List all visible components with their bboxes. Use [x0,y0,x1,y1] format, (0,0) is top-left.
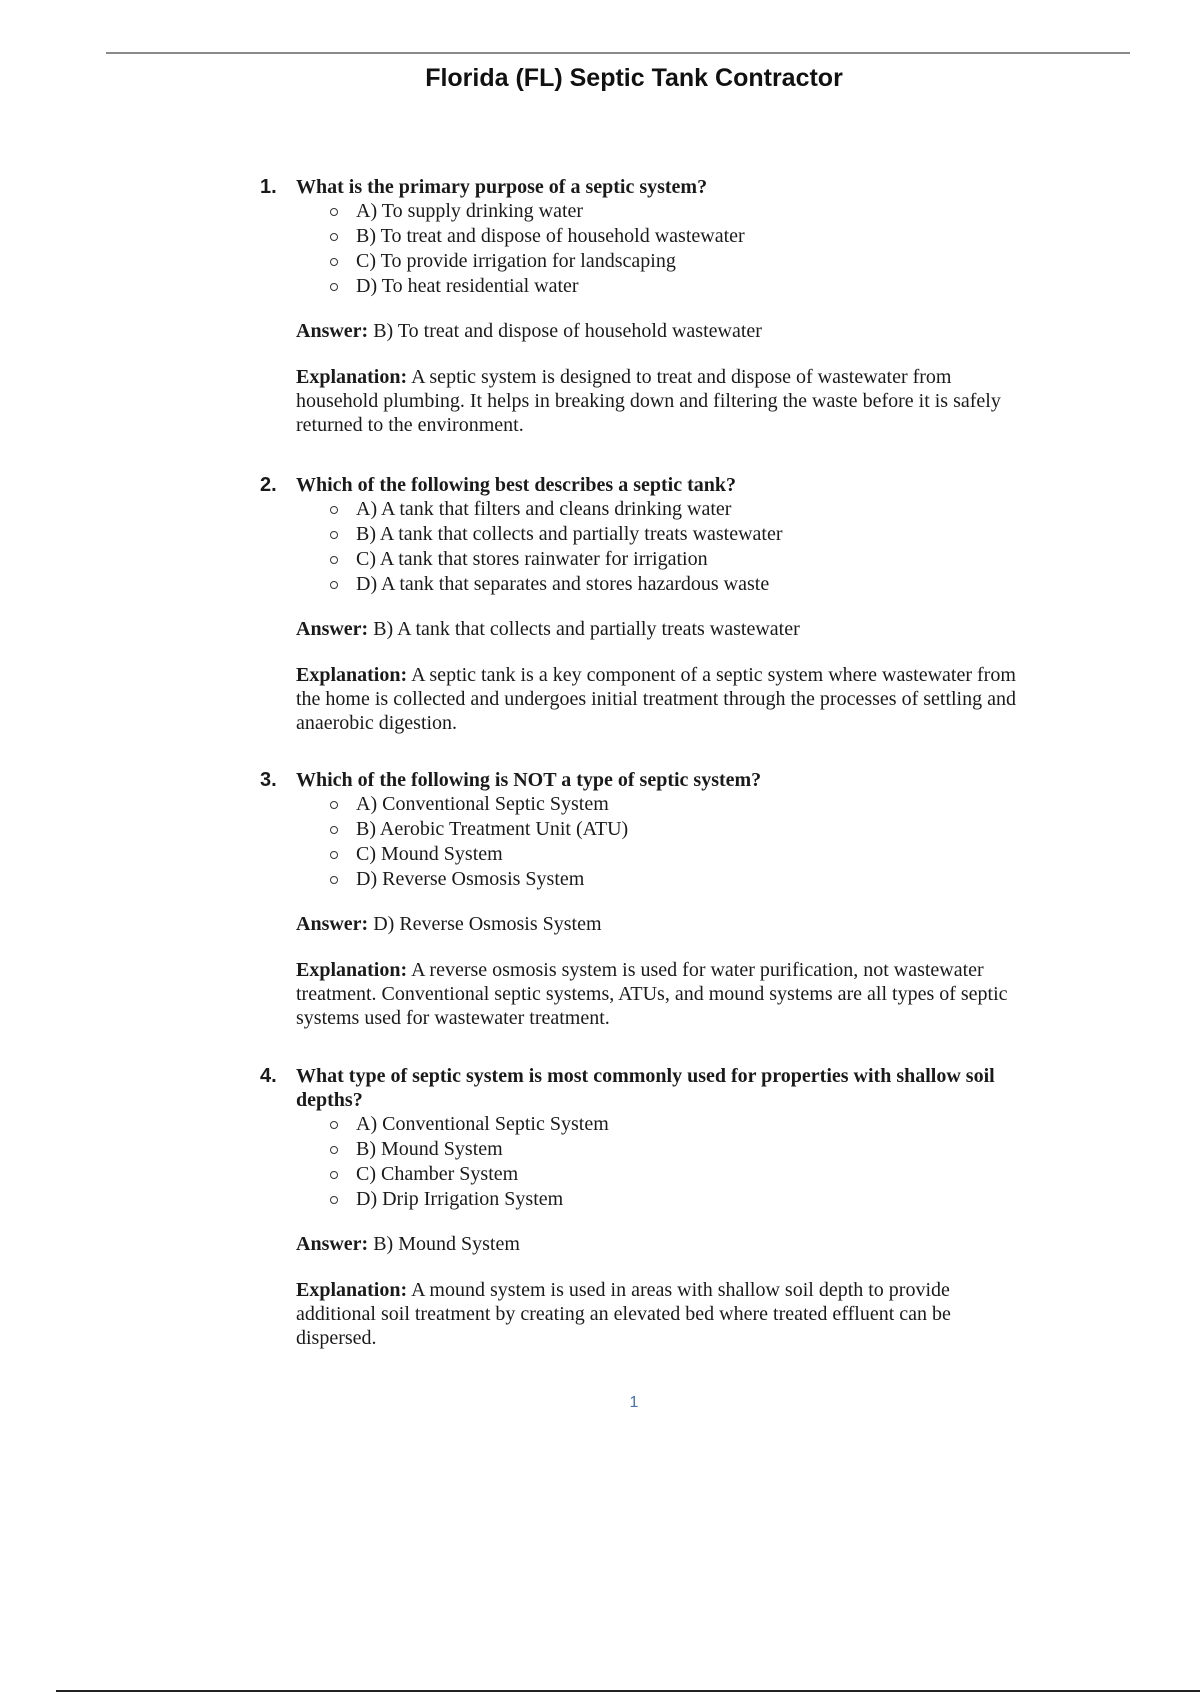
option-b [328,224,1040,249]
option-text: B) Aerobic Treatment Unit (ATU) [356,818,629,840]
option-c [328,249,1040,274]
answer [296,319,1040,343]
bullet-icon [330,801,338,809]
page-number: 1 [629,1394,639,1411]
option-text: D) Reverse Osmosis System [356,868,585,890]
bullet-icon [330,1196,338,1204]
option-list [260,199,1040,299]
option-text: D) A tank that separates and stores hazardous waste [356,573,770,595]
question-heading [260,768,1040,792]
answer-text: D) Reverse Osmosis System [373,913,602,935]
bullet-icon [330,851,338,859]
option-list [260,792,1040,892]
footer-rule [56,1690,1200,1692]
option-text: C) Mound System [356,843,503,865]
explanation-label: Explanation: [296,366,408,388]
option-c [328,1162,1040,1187]
answer [296,912,1040,936]
option-list [260,497,1040,597]
bullet-icon [330,531,338,539]
answer-label: Answer: [296,913,369,935]
question-number: 3. [260,769,277,791]
bullet-icon [330,556,338,564]
explanation-text: A septic system is designed to treat and dispose of wastewater from household plumbing. It helps in breaking down and filtering the waste before it is safely returned to the environment. [296,366,1001,436]
question-text: What type of septic system is most commonly used for properties with shallow soil depths? [296,1065,995,1111]
question-2 [260,473,1040,735]
bullet-icon [330,208,338,216]
option-text: B) To treat and dispose of household wastewater [356,225,745,247]
explanation [296,958,1016,1030]
explanation-text: A septic tank is a key component of a septic system where wastewater from the home is collected and undergoes initial treatment through the processes of settling and anaerobic digestion. [296,664,1016,734]
answer-label: Answer: [296,618,369,640]
option-b [328,817,1040,842]
option-text: A) Conventional Septic System [356,1113,609,1135]
option-text: C) To provide irrigation for landscaping [356,250,676,272]
answer [296,617,1040,641]
option-text: B) Mound System [356,1138,503,1160]
explanation-label: Explanation: [296,1279,408,1301]
question-number: 1. [260,176,277,198]
option-text: C) A tank that stores rainwater for irrigation [356,548,708,570]
option-text: A) Conventional Septic System [356,793,609,815]
document-title: Florida (FL) Septic Tank Contractor [425,64,843,92]
option-text: B) A tank that collects and partially treats wastewater [356,523,783,545]
option-d [328,867,1040,892]
bullet-icon [330,826,338,834]
option-d [328,572,1040,597]
answer [296,1232,1040,1256]
option-a [328,1112,1040,1137]
answer-text: B) To treat and dispose of household wastewater [373,320,762,342]
explanation [296,365,1016,437]
option-c [328,547,1040,572]
option-d [328,1187,1040,1212]
question-heading [260,175,1040,199]
option-text: D) To heat residential water [356,275,579,297]
option-text: C) Chamber System [356,1163,519,1185]
explanation [296,663,1016,735]
question-1 [260,175,1040,437]
bullet-icon [330,506,338,514]
option-text: A) A tank that filters and cleans drinking water [356,498,732,520]
option-text: D) Drip Irrigation System [356,1188,564,1210]
question-3 [260,768,1040,1030]
bullet-icon [330,233,338,241]
explanation-text: A mound system is used in areas with shallow soil depth to provide additional soil treatment by creating an elevated bed where treated effluent can be dispersed. [296,1279,951,1349]
bullet-icon [330,1121,338,1129]
explanation-label: Explanation: [296,959,408,981]
bullet-icon [330,258,338,266]
question-text: What is the primary purpose of a septic system? [296,176,708,198]
option-c [328,842,1040,867]
bullet-icon [330,581,338,589]
explanation-label: Explanation: [296,664,408,686]
option-a [328,199,1040,224]
option-a [328,792,1040,817]
bullet-icon [330,1146,338,1154]
option-b [328,1137,1040,1162]
option-text: A) To supply drinking water [356,200,584,222]
answer-label: Answer: [296,1233,369,1255]
question-heading [260,1064,1040,1112]
question-heading [260,473,1040,497]
question-text: Which of the following is NOT a type of septic system? [296,769,762,791]
answer-text: B) A tank that collects and partially treats wastewater [373,618,800,640]
answer-label: Answer: [296,320,369,342]
bullet-icon [330,876,338,884]
answer-text: B) Mound System [373,1233,520,1255]
option-a [328,497,1040,522]
option-b [328,522,1040,547]
question-number: 2. [260,474,277,496]
option-d [328,274,1040,299]
option-list [260,1112,1040,1212]
question-4 [260,1064,1040,1350]
header-rule [106,52,1130,54]
bullet-icon [330,1171,338,1179]
bullet-icon [330,283,338,291]
question-number: 4. [260,1065,277,1087]
question-text: Which of the following best describes a septic tank? [296,474,736,496]
explanation-text: A reverse osmosis system is used for water purification, not wastewater treatment. Conventional septic systems, ATUs, and mound systems are all types of septic systems used for wastewater treatment. [296,959,1008,1029]
explanation [296,1278,1016,1350]
